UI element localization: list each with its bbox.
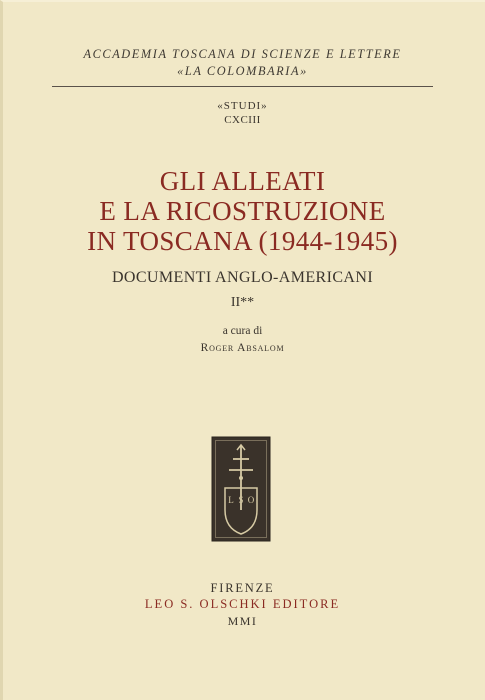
- top-rule: [52, 86, 433, 87]
- subtitle: DOCUMENTI ANGLO-AMERICANI: [111, 269, 374, 286]
- volume-number: II**: [230, 295, 255, 310]
- title-line-3: IN TOSCANA (1944-1945): [87, 226, 398, 256]
- title-line-2: E LA RICOSTRUZIONE: [99, 196, 386, 226]
- publisher-name: LEO S. OLSCHKI EDITORE: [144, 597, 341, 611]
- cross-emblem-icon: [211, 436, 271, 542]
- emblem-letter-s: S: [238, 495, 244, 505]
- title-line-1: GLI ALLEATI: [159, 166, 326, 196]
- series-name: «STUDI»: [217, 100, 268, 112]
- emblem-letter-l: L: [228, 495, 234, 505]
- academy-subname: «LA COLOMBARIA»: [177, 64, 308, 78]
- academy-name: ACCADEMIA TOSCANA DI SCIENZE E LETTERE: [83, 47, 402, 61]
- publication-year: MMI: [227, 614, 258, 628]
- editor-name: Roger Absalom: [200, 342, 285, 354]
- editor-prefix: a cura di: [222, 325, 263, 337]
- emblem-letter-o: O: [247, 495, 255, 505]
- series-number: CXCIII: [224, 114, 261, 126]
- publication-place: FIRENZE: [210, 581, 275, 595]
